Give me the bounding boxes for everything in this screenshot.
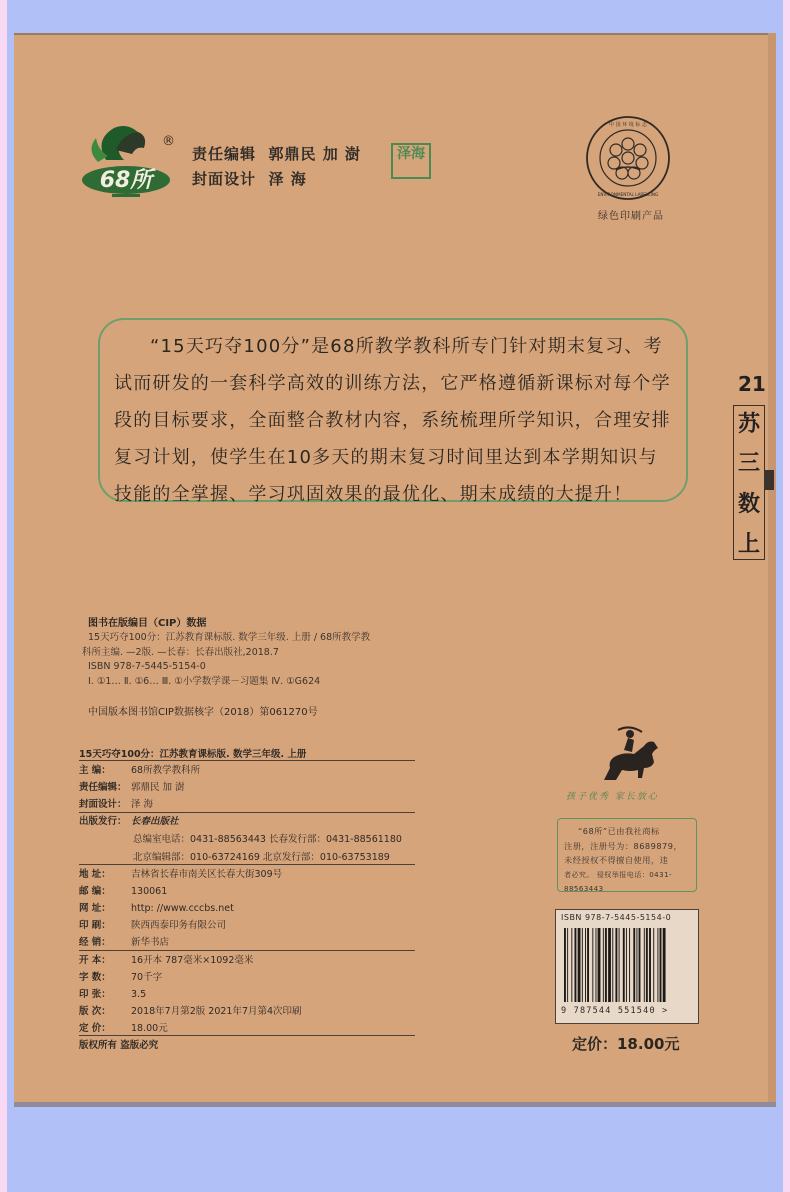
info-row-website: 网 址： http: //www.cccbs.net <box>79 903 234 914</box>
barcode-bar <box>657 928 658 1002</box>
info-row-price: 定 价： 18.00元 <box>79 1023 168 1034</box>
info-row-postcode: 邮 编： 130061 <box>79 886 168 897</box>
credits-block <box>192 142 361 192</box>
barcode-bar <box>626 928 627 1002</box>
cip-line: Ⅰ. ①1… Ⅱ. ①6… Ⅲ. ①小学数学课－习题集 Ⅳ. ①G624 <box>88 675 321 687</box>
info-row-word-count: 字 数： 70千字 <box>79 972 163 983</box>
green-print-caption: 绿色印刷产品 <box>598 211 664 222</box>
barcode-bar <box>615 928 617 1002</box>
horse-rider-icon <box>594 722 666 792</box>
barcode-bar <box>612 928 613 1002</box>
cip-title: 图书在版编目（CIP）数据 <box>88 618 207 629</box>
info-row-printer: 印 刷： 陕西西泰印务有限公司 <box>79 920 227 931</box>
barcode-bar <box>564 928 566 1002</box>
info-row-distributor: 经 销： 新华书店 <box>79 937 170 948</box>
barcode-bar <box>596 928 597 1002</box>
info-row-format: 开 本： 16开本 787毫米×1092毫米 <box>79 955 254 966</box>
barcode-bar <box>578 928 581 1002</box>
cip-line: 15天巧夺100分：江苏教育课标版. 数学三年级. 上册 / 68所教学教 <box>88 632 371 643</box>
slogan-text: 孩子优秀 家长放心 <box>566 792 659 802</box>
barcode-bar <box>663 928 666 1002</box>
cip-line: ISBN 978-7-5445-5154-0 <box>88 661 206 672</box>
spine-black-mark <box>764 470 774 490</box>
book-introduction-box <box>98 318 688 505</box>
spine-char-grade: 三 <box>737 451 760 476</box>
info-row-address: 地 址： 吉林省长春市南关区长春大街309号 <box>79 869 283 880</box>
barcode-bar <box>633 928 635 1002</box>
trademark-line: 未经授权不得擅自使用，违 <box>564 855 669 865</box>
info-phone-line-1: 总编室电话：0431-88563443 长春发行部：0431-88561180 <box>133 834 402 845</box>
credit-value-cover: 泽 海 <box>268 170 307 188</box>
barcode-bar <box>598 928 601 1002</box>
barcode-digits: 9 787544 551540 > <box>561 1006 669 1016</box>
info-phone-line-2: 北京编辑部：010-63724169 北京发行部：010-63753189 <box>133 852 390 863</box>
info-row-edition: 版 次： 2018年7月第2版 2021年7月第4次印刷 <box>79 1006 302 1017</box>
barcode-bar <box>605 928 607 1002</box>
barcode-bar <box>619 928 620 1002</box>
barcode-bar <box>571 928 572 1002</box>
barcode-bar <box>582 928 583 1002</box>
info-row-publisher: 出版发行： 长春出版社 <box>79 816 179 827</box>
info-row-sheets: 印 张： 3.5 <box>79 989 147 1000</box>
copyright-notice: 版权所有 盗版必究 <box>79 1040 159 1051</box>
svg-text:ENVIRONMENTAL LABELLING: ENVIRONMENTAL LABELLING <box>597 192 659 197</box>
info-row-cover-design: 封面设计： 泽 海 <box>79 799 154 810</box>
barcode-bar <box>567 928 568 1002</box>
barcode-bar <box>623 928 625 1002</box>
divider <box>79 864 415 865</box>
barcode-bar <box>660 928 662 1002</box>
trademark-line: 者必究。 侵权举报电话：0431-88563443 <box>564 870 673 893</box>
barcode-bar <box>608 928 611 1002</box>
logo-text: 68所 <box>99 168 153 193</box>
divider <box>79 1035 415 1036</box>
credit-label-cover: 封面设计 <box>192 170 257 188</box>
barcode-bar <box>585 928 586 1002</box>
spine-char-subject: 数 <box>737 492 760 517</box>
spine-volume-number: 21 <box>738 372 766 396</box>
barcode-icon <box>563 928 691 1002</box>
barcode-bar <box>644 928 645 1002</box>
barcode-bar <box>629 928 630 1002</box>
barcode-bar <box>592 928 593 1002</box>
divider <box>79 950 415 951</box>
barcode-bar <box>603 928 604 1002</box>
cover-price: 定价：18.00元 <box>572 1035 680 1053</box>
environmental-label-icon <box>584 114 672 202</box>
barcode-bar <box>653 928 654 1002</box>
isbn-label: ISBN 978-7-5445-5154-0 <box>561 913 672 922</box>
designer-seal-stamp: 泽海 <box>391 143 431 179</box>
trademark-line: 注册，注册号为：8689879， <box>564 840 683 851</box>
book-info-title: 15天巧夺100分：江苏教育课标版. 数学三年级. 上册 <box>79 749 307 760</box>
info-row-editor-in-chief: 主 编： 68所教学教科所 <box>79 765 201 776</box>
credit-label-editor: 责任编辑 <box>192 145 257 163</box>
svg-text:中 国 环 境 标 志: 中 国 环 境 标 志 <box>609 122 647 128</box>
barcode-bar <box>649 928 651 1002</box>
divider <box>79 760 415 761</box>
horse-logo-icon <box>76 120 186 200</box>
trademark-notice-box <box>557 818 697 892</box>
barcode-bar <box>646 928 648 1002</box>
info-row-responsible-editor: 责任编辑： 郭鼎民 加 澍 <box>79 782 185 793</box>
barcode-bar <box>639 928 641 1002</box>
barcode-bar <box>636 928 637 1002</box>
credit-value-editor: 郭鼎民 加 澍 <box>268 145 361 163</box>
spine-char-province: 苏 <box>737 412 760 437</box>
book-introduction-text: “15天巧夺100分”是68所教学教科所专门针对期末复习、考试而研发的一套科学高效的训练方法，它严格遵循新课标对每个学段的目标要求，全面整合教材内容，系统梳理所学知识，合理安排复习计划，使学生在10多天的期末复习时间里达到本学期知识与技能的全掌握、学习巩固效果的最优化、期末成绩的大提升！ <box>114 336 671 505</box>
cip-data <box>82 631 442 689</box>
cover-bottom-edge <box>14 1102 776 1107</box>
cip-record-number: 中国版本图书馆CIP数据核字（2018）第061270号 <box>88 707 318 718</box>
cip-line: 科所主编. —2版. —长春：长春出版社,2018.7 <box>82 646 279 658</box>
cover-spine-edge <box>768 33 776 1105</box>
barcode-bar <box>575 928 577 1002</box>
barcode-bar <box>587 928 589 1002</box>
registered-mark: ® <box>162 134 175 149</box>
spine-char-volume: 上 <box>737 532 760 557</box>
trademark-line: “68所”已由我社商标 <box>578 826 660 836</box>
